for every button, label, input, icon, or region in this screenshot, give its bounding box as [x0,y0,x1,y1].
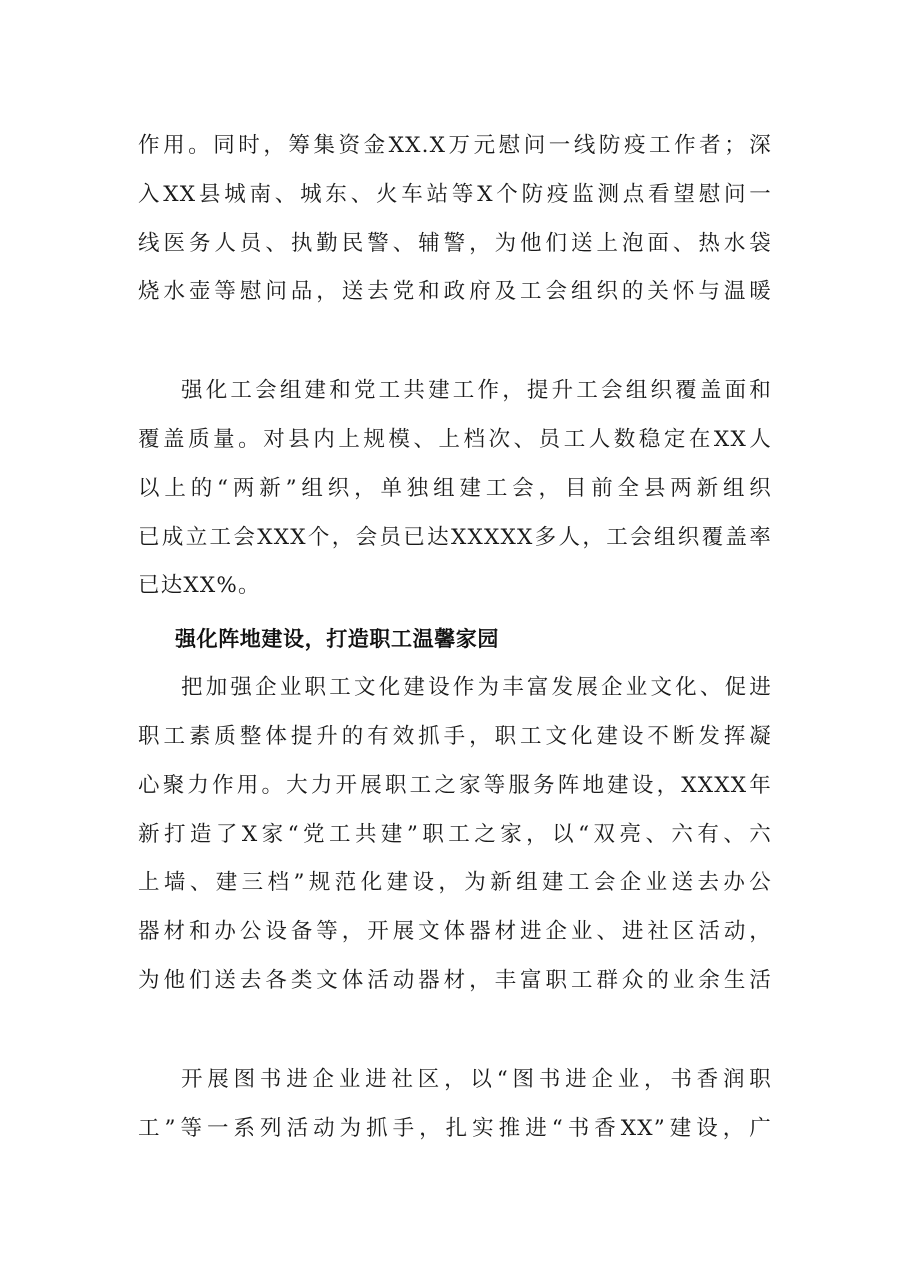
paragraph-spacer [138,1006,772,1056]
text-line: 把加强企业职工文化建设作为丰富发展企业文化、促进 [181,675,772,701]
paragraph-culture-building [138,664,772,1006]
text-line: 烧水壶等慰问品，送去党和政府及工会组织的关怀与温暖 [138,279,772,305]
paragraph-spacer [138,317,772,367]
document-body [138,122,772,1153]
paragraph-books [138,1056,772,1154]
text-line: 以上的“两新”组织，单独组建工会，目前全县两新组织 [138,475,772,501]
text-line: 器材和办公设备等，开展文体器材进企业、进社区活动， [138,919,772,945]
text-line: 新打造了X家“党工共建”职工之家，以“双亮、六有、六 [138,821,772,847]
text-line: 心聚力作用。大力开展职工之家等服务阵地建设，XXXX年 [138,772,772,798]
text-line: 覆盖质量。对县内上规模、上档次、员工人数稳定在XX人 [138,426,772,452]
text-line: 职工素质整体提升的有效抓手，职工文化建设不断发挥凝 [138,723,772,749]
text-line: 已成立工会XXX个，会员已达XXXXX多人，工会组织覆盖率 [138,524,772,550]
section-heading: 强化阵地建设，打造职工温馨家园 [175,627,499,652]
text-line: 作用。同时，筹集资金XX.X万元慰问一线防疫工作者；深 [138,133,772,158]
text-line: 上墙、建三档”规范化建设，为新组建工会企业送去办公 [138,870,772,896]
text-line: 工”等一系列活动为抓手，扎实推进“书香XX”建设，广 [138,1115,772,1141]
text-line: 入XX县城南、城东、火车站等X个防疫监测点看望慰问一 [138,181,772,207]
text-line: 强化工会组建和党工共建工作，提升工会组织覆盖面和 [181,378,772,404]
paragraph-condolence [138,122,772,317]
text-line: 已达XX%。 [138,573,261,599]
text-line: 为他们送去各类文体活动器材，丰富职工群众的业余生活 [138,967,772,993]
text-line: 开展图书进企业进社区，以“图书进企业，书香润职 [181,1066,772,1092]
paragraph-union-building [138,367,772,611]
text-line: 线医务人员、执勤民警、辅警，为他们送上泡面、热水袋 [138,230,772,256]
